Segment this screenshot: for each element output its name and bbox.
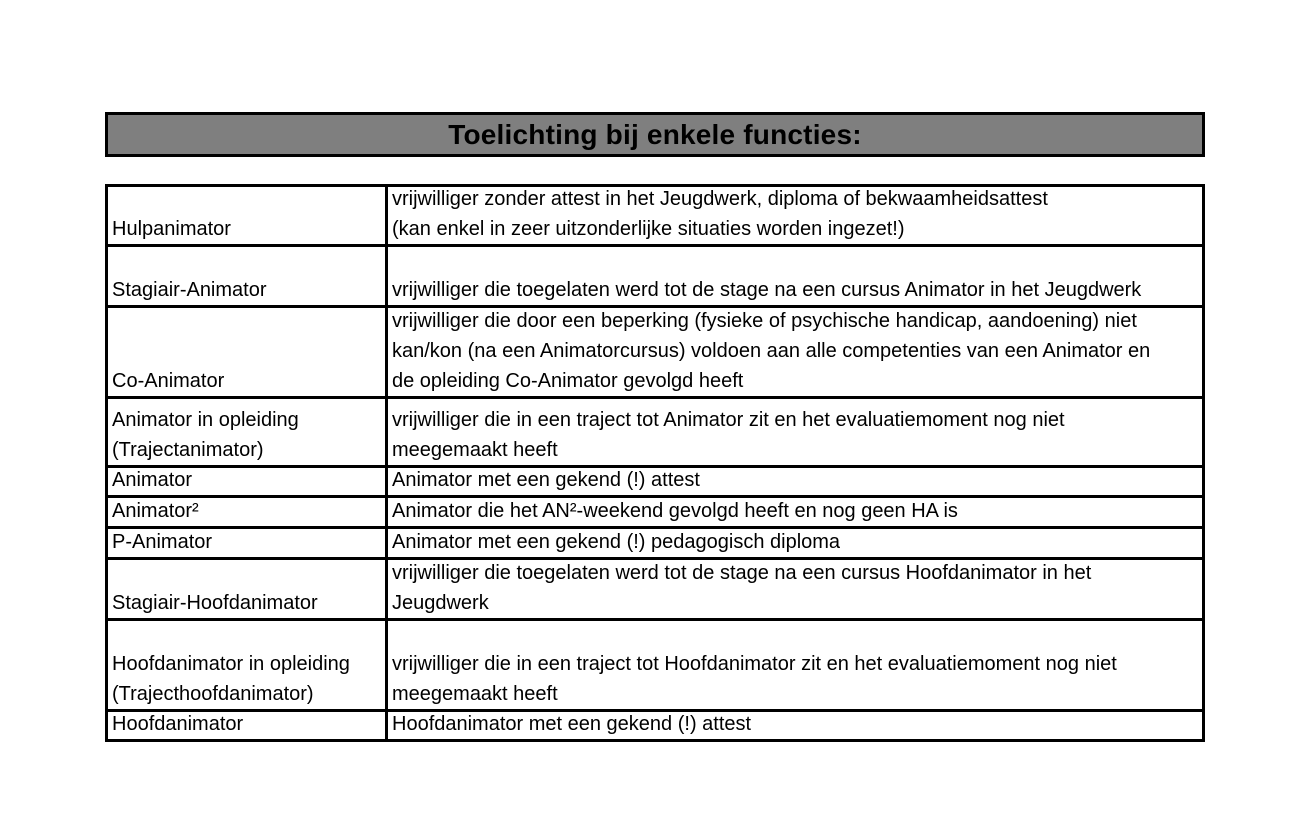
function-description: vrijwilliger die in een traject tot Animator zit en het evaluatiemoment nog niet meegemaakt heeft [392, 409, 1065, 461]
function-name: Co-Animator [108, 308, 388, 396]
table-row [108, 560, 1202, 621]
table-row [108, 621, 1202, 712]
function-name: P-Animator [108, 529, 388, 557]
function-description: Animator met een gekend (!) attest [392, 469, 700, 491]
table-row [108, 468, 1202, 498]
table-row [108, 187, 1202, 247]
function-name: Stagiair-Hoofdanimator [108, 560, 388, 618]
function-name: Animator in opleiding (Trajectanimator) [108, 399, 388, 465]
table-row [108, 529, 1202, 560]
function-description: vrijwilliger die door een beperking (fysieke of psychische handicap, aandoening) niet kan/kon (na een Animatorcursus) voldoen aan alle competenties van een Animator en de opleiding Co-Animator gevolgd heeft [392, 310, 1151, 392]
table-row [108, 247, 1202, 308]
table-row [108, 712, 1202, 742]
title-bar [105, 112, 1205, 157]
function-description: Animator die het AN²-weekend gevolgd heeft en nog geen HA is [392, 500, 958, 522]
table-row [108, 498, 1202, 529]
function-description: vrijwilliger zonder attest in het Jeugdwerk, diploma of bekwaamheidsattest (kan enkel in zeer uitzonderlijke situaties worden ingezet!) [392, 188, 1048, 240]
function-description: vrijwilliger die toegelaten werd tot de stage na een cursus Hoofdanimator in het Jeugdwerk [392, 562, 1092, 614]
table-row [108, 308, 1202, 399]
function-name: Stagiair-Animator [108, 247, 388, 305]
function-description: vrijwilliger die in een traject tot Hoofdanimator zit en het evaluatiemoment nog niet meegemaakt heeft [392, 653, 1117, 705]
table-row [108, 399, 1202, 468]
function-description: Animator met een gekend (!) pedagogisch diploma [392, 531, 841, 553]
function-name: Animator [108, 468, 388, 495]
functions-table [105, 184, 1205, 742]
function-name: Hoofdanimator in opleiding (Trajecthoofdanimator) [108, 621, 388, 709]
page-title: Toelichting bij enkele functies: [448, 118, 862, 150]
function-name: Hulpanimator [108, 187, 388, 244]
function-description: vrijwilliger die toegelaten werd tot de stage na een cursus Animator in het Jeugdwerk [392, 279, 1142, 301]
function-description: Hoofdanimator met een gekend (!) attest [392, 713, 752, 735]
function-name: Hoofdanimator [108, 712, 388, 739]
function-name: Animator² [108, 498, 388, 526]
